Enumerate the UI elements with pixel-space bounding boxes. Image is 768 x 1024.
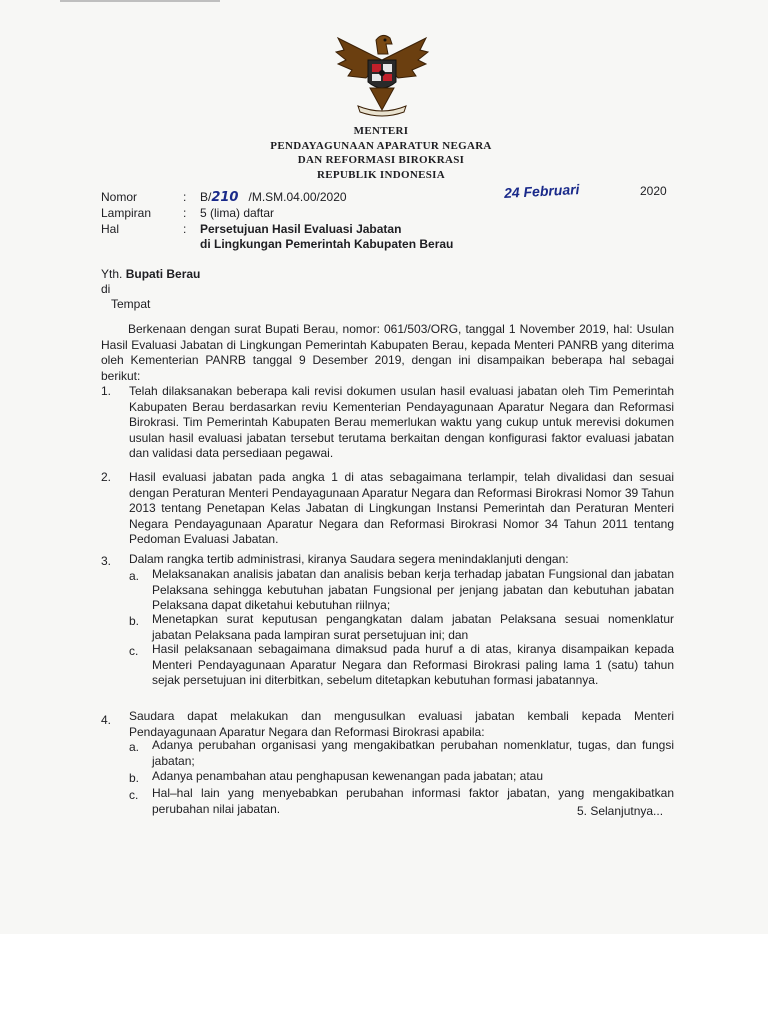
date-year: 2020 — [640, 184, 667, 198]
sub-letter: c. — [129, 788, 139, 802]
letterhead-line: REPUBLIK INDONESIA — [317, 168, 445, 181]
nomor-label: Nomor — [101, 190, 138, 204]
colon: : — [183, 206, 187, 220]
hal-label: Hal — [101, 222, 120, 236]
lampiran-value: 5 (lima) daftar — [200, 206, 275, 220]
sub-letter: a. — [129, 569, 140, 583]
point-number: 1. — [101, 384, 112, 398]
point-number: 2. — [101, 470, 112, 484]
sub-text: Menetapkan surat keputusan pengangkatan dalam jabatan Pelaksana sesuai nomenklatur jabatan Pelaksana pada lampiran surat persetujuan ini; dan — [152, 612, 674, 642]
nomor-value — [200, 190, 347, 205]
date-handwritten: 24 Februari — [503, 181, 580, 201]
hal-line-1: Persetujuan Hasil Evaluasi Jabatan — [200, 222, 402, 236]
point-text: Hasil evaluasi jabatan pada angka 1 di atas sebagaimana terlampir, telah divalidasi dan sesuai dengan Peraturan Menteri Pendayagunaan Aparatur Negara dan Reformasi Birokrasi Nomor 39 Tahun 2013 tentang Penetapan Kelas Jabatan di Lingkungan Instansi Pemerintah dan Peraturan Menteri Negara Pendayagunaan Aparatur Negara dan Reformasi Birokrasi Nomor 34 Tahun 2011 tentang Pedoman Evaluasi Jabatan. — [129, 470, 674, 546]
yth-label: Yth. — [101, 267, 123, 281]
garuda-emblem-icon — [330, 30, 434, 120]
sub-letter: a. — [129, 740, 140, 754]
sub-letter: b. — [129, 614, 140, 628]
letterhead-line: MENTERI — [353, 125, 409, 137]
nomor-handwritten: 210 — [211, 190, 239, 205]
lampiran-label: Lampiran — [101, 206, 152, 220]
colon: : — [183, 190, 187, 204]
sub-letter: b. — [129, 771, 140, 785]
sub-letter: c. — [129, 644, 139, 658]
recipient-tempat: Tempat — [111, 297, 151, 311]
letterhead-line: PENDAYAGUNAAN APARATUR NEGARA — [270, 139, 492, 152]
recipient-line — [101, 267, 200, 282]
sub-text: Melaksanakan analisis jabatan dan analisis beban kerja terhadap jabatan Fungsional dan jabatan Pelaksana sehingga kebutuhan jabatan Fungsional per jenjang jabatan dan kebutuhan jabatan Pelaksana dapat diketahui kebutuhan riilnya; — [152, 567, 674, 612]
point-number: 3. — [101, 554, 112, 568]
sub-text: Hal–hal lain yang menyebabkan perubahan informasi faktor jabatan, yang mengakibatkan perubahan nilai jabatan. — [152, 786, 674, 816]
hal-line-2: di Lingkungan Pemerintah Kabupaten Berau — [200, 237, 454, 251]
point-number: 4. — [101, 713, 112, 727]
letterhead — [230, 124, 532, 182]
point-text: Dalam rangka tertib administrasi, kiranya Saudara segera menindaklanjuti dengan: — [129, 552, 569, 566]
nomor-suffix: /M.SM.04.00/2020 — [248, 190, 347, 204]
sub-text: Hasil pelaksanaan sebagaimana dimaksud pada huruf a di atas, kiranya disampaikan kepada Menteri Pendayagunaan Aparatur Negara dan Reformasi Birokrasi paling lama 1 (satu) tahun sejak persetujuan ini diterbitkan, sebelum ditetapkan kebutuhan formasi jabatannya. — [152, 642, 674, 687]
intro-paragraph: Berkenaan dengan surat Bupati Berau, nomor: 061/503/ORG, tanggal 1 November 2019, hal: Usulan Hasil Evaluasi Jabatan di Lingkungan Pemerintah Kabupaten Berau, kepada Menteri PANRB yang diterima oleh Kementerian PANRB tanggal 9 Desember 2019, dengan ini disampaikan beberapa hal sebagai berikut: — [101, 322, 674, 383]
point-text: Saudara dapat melakukan dan mengusulkan evaluasi jabatan kembali kepada Menteri Pendayagunaan Aparatur Negara dan Reformasi Birokrasi apabila: — [129, 709, 674, 739]
continuation-note: 5. Selanjutnya... — [577, 804, 664, 818]
letterhead-line: DAN REFORMASI BIROKRASI — [297, 154, 465, 166]
recipient-name: Bupati Berau — [125, 267, 201, 281]
sub-text: Adanya perubahan organisasi yang mengakibatkan perubahan nomenklatur, tugas, dan fungsi jabatan; — [152, 738, 674, 768]
colon: : — [183, 222, 187, 236]
nomor-prefix: B/ — [200, 190, 212, 204]
scan-edge-mark — [60, 0, 220, 2]
point-text: Telah dilaksanakan beberapa kali revisi dokumen usulan hasil evaluasi jabatan oleh Tim Pemerintah Kabupaten Berau berdasarkan reviu Kementerian Pendayagunaan Aparatur Negara dan Reformasi Birokrasi. Tim Pemerintah Kabupaten Berau memerlukan waktu yang cukup untuk merevisi dokumen usulan hasil evaluasi jabatan tersebut terutama berkaitan dengan konfigurasi faktor evaluasi jabatan dan validasi data persediaan pegawai. — [129, 384, 674, 460]
sub-text: Adanya penambahan atau penghapusan kewenangan pada jabatan; atau — [152, 769, 544, 783]
recipient-di: di — [101, 282, 111, 296]
